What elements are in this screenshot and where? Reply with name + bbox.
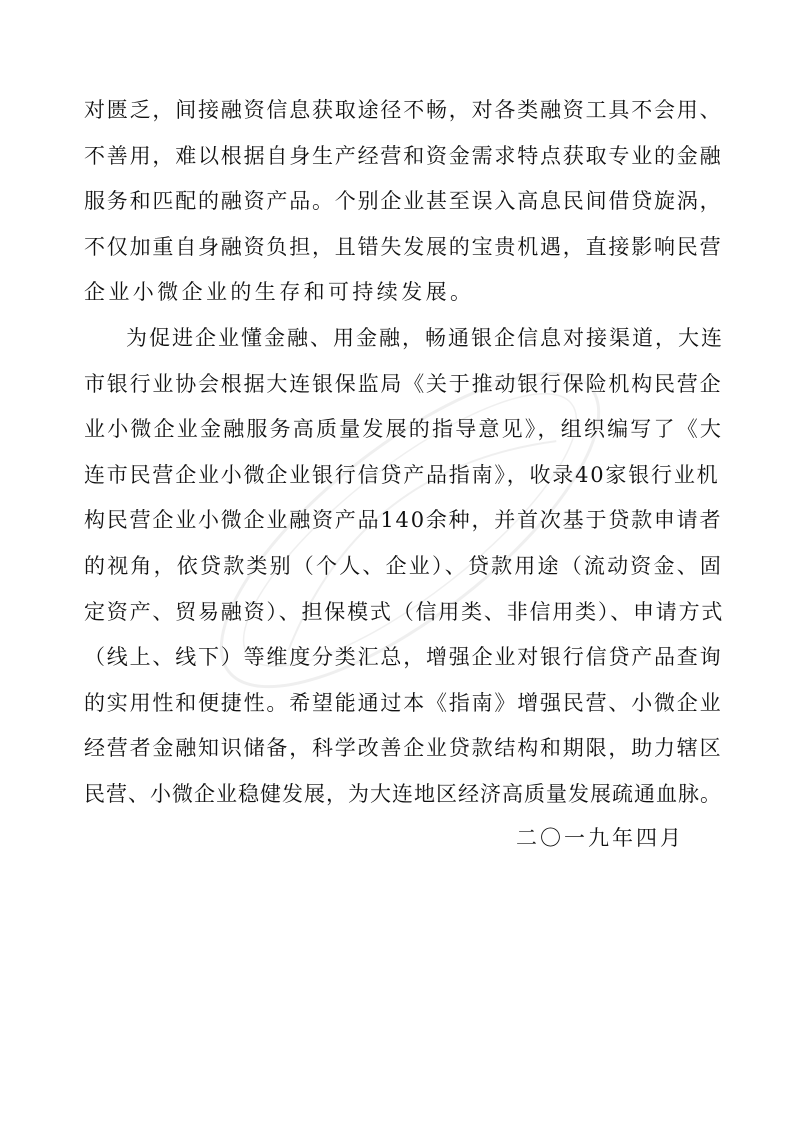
text-line: 构民营企业小微企业融资产品140余种，并首次基于贷款申请者 xyxy=(84,508,723,533)
text-line: 定资产、贸易融资）、担保模式（信用类、非信用类）、申请方式 xyxy=(84,599,725,624)
text-line: 的视角，依贷款类别（个人、企业）、贷款用途（流动资金、固 xyxy=(84,553,724,578)
text-line: 对匮乏，间接融资信息获取途径不畅，对各类融资工具不会用、 xyxy=(84,98,723,122)
text-line: 服务和匹配的融资产品。个别企业甚至误入高息民间借贷旋涡， xyxy=(84,189,723,214)
text-line: 业小微企业金融服务高质量发展的指导意见》，组织编写了《大 xyxy=(84,417,724,442)
text-line: 连市民营企业小微企业银行信贷产品指南》，收录40家银行业机 xyxy=(84,462,720,487)
text-line: 的实用性和便捷性。希望能通过本《指南》增强民营、小微企业 xyxy=(84,690,723,715)
paragraph-2 xyxy=(84,316,724,818)
text-line: 不仅加重自身融资负担，且错失发展的宝贵机遇，直接影响民营 xyxy=(84,234,723,259)
document-date: 二〇一九年四月 xyxy=(516,826,684,850)
text-line: 市银行业协会根据大连银保监局《关于推动银行保险机构民营企 xyxy=(84,371,723,396)
body-text xyxy=(84,88,724,818)
text-line: 不善用，难以根据自身生产经营和资金需求特点获取专业的金融 xyxy=(84,143,723,168)
text-line: （线上、线下）等维度分类汇总，增强企业对银行信贷产品查询 xyxy=(84,645,723,670)
paragraph-1 xyxy=(84,88,724,316)
text-line: 经营者金融知识储备，科学改善企业贷款结构和期限，助力辖区 xyxy=(84,736,723,761)
text-line: 为促进企业懂金融、用金融，畅通银企信息对接渠道，大连 xyxy=(126,325,724,350)
text-line: 企业小微企业的生存和可持续发展。 xyxy=(84,280,475,305)
text-line: 民营、小微企业稳健发展，为大连地区经济高质量发展疏通血脉。 xyxy=(84,781,722,806)
